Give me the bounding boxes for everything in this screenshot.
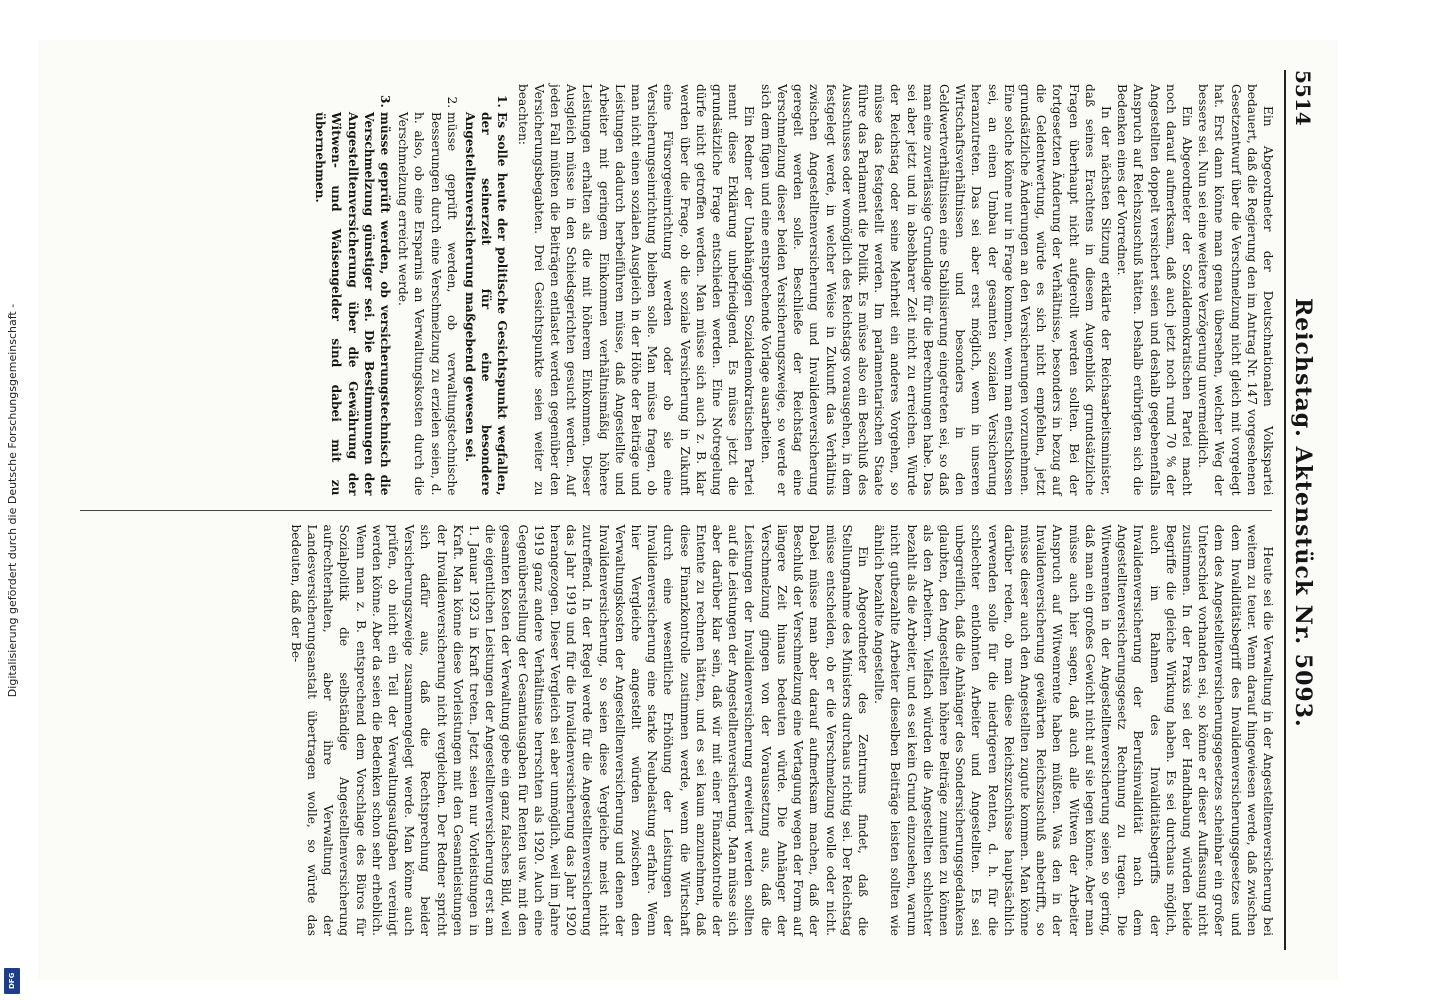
- paragraph: Ein Abgeordneter des Zentrums findet, daß die Stellungnahme des Ministers durchaus richtig sei. Der Reichstag müsse entscheiden, ob er die Verschmelzung wolle oder nicht. Dabei müsse man aber darauf aufmerksam machen, daß der Beschluß der Verschmelzung eine Vertagung wegen der Form auf längere Zeit hinaus bedeuten würde. Die Anhänger der Verschmelzung gingen von der Voraussetzung aus, daß die Leistungen der Invalidenversicherung erweitert werden sollten auf die Leistungen der Angestelltenversicherung. Man müsse sich aber darüber klar sein, daß wir mit einer Finanzkontrolle der Entente zu rechnen hätten, und es sei kaum anzunehmen, daß diese Finanzkontrolle zustimmen werde, wenn die Wirtschaft durch eine wesentliche Erhöhung der Leistungen der Invalidenversicherung eine starke Neubelastung erfahre. Wenn hier Vergleiche angestellt würden zwischen den Verwaltungskosten der Angestelltenversicherung und denen der Invalidenversicherung, so seien diese Vergleiche meist nicht zutreffend. In der Regel werde für die Angestelltenversicherung das Jahr 1919 und für die Invalidenversicherung das Jahr 1920 herangezogen. Dieser Vergleich sei aber unmöglich, weil im Jahre 1919 ganz andere Verhältnisse herrschten als 1920. Auch eine Gegenüberstellung der Gesamtausgaben für Renten usw. mit den gesamten Kosten der Verwaltung gebe ein ganz falsches Bild, weil die eigentlichen Leistungen der Angestelltenversicherung erst am 1. Januar 1923 in Kraft treten. Jetzt seien nur Vorleistungen in Kraft. Man könne diese Vorleistungen mit den Gesamtleistungen der Invalidenversicherung nicht vergleichen. Der Redner spricht sich dafür aus, daß die Rechtsprechung beider Versicherungszweige zusammengelegt werde. Man könne auch prüfen, ob nicht ein Teil der Verwaltungsaufgaben vereinigt werden könne. Aber da seien die Bedenken schon sehr erheblich. Wenn man z. B. entsprechend dem Vorschlage des Büros für Sozialpolitik die selbständige Angestelltenversicherung aufrechterhalten, aber ihre Verwaltung der Landesversicherungsanstalt übertragen wolle, so würde das bedeuten, daß der Be-: [288, 524, 870, 936]
- list-item: 3. müsse geprüft werden, ob versicherungstechnisch die Verschmelzung günstiger sei. Die Bestimmungen der Angestelltenversicherung über die Gewährung der Witwen- und Waisengelder sind dabei mit zu übernehmen.: [312, 112, 393, 496]
- paragraph: Heute sei die Verwaltung in der Angestelltenversicherung bei weitem zu teuer. Wenn darauf hingewiesen werde, daß zwischen dem Invaliditätsbegriff des Invalidenversicherungsgesetzes und dem des Angestelltenversicherungsgesetzes scheinbar ein großer Unterschied vorhanden sei, so könne er dieser Auffassung nicht zustimmen. In der Praxis sei der Handhabung würden beide Begriffe die gleiche Wirkung haben. Es sei durchaus möglich, auch im Rahmen des Invaliditätsbegriffs der Invalidenversicherung der Berufsinvalidität nach dem Angestelltenversicherungsgesetz Rechnung zu tragen. Die Witwenrenten in der Angestelltenversicherung seien so gering, daß man ein großes Gewicht nicht auf sie legen könne. Aber man müsse auch hier sagen, daß auch alle Witwen der Arbeiter Anspruch auf Witwenrente haben müßten. Was den in der Invalidenversicherung gewährten Reichszuschuß anbetrifft, so müsse dieser auch den Angestellten zugute kommen. Man könne darüber reden, ob man diese Reichszuschüsse hauptsächlich verwenden solle für die niedrigeren Renten, d. h. für die schlechter entlohnten Arbeiter und Angestellten. Es sei unbegreiflich, daß die Anhänger des Sondersicherungsgedankens glaubten, den Angestellten höhere Beiträge zumuten zu können als den Arbeitern. Vielfach würden die Angestellten schlechter bezahlt als die Arbeiter, und es sei kein Grund einzusehen, warum nicht gutbezahlte Arbeiter dieselben Beiträge leisten sollten wie ähnlich bezahlte Angestellte.: [872, 524, 1275, 936]
- paragraph: Ein Redner der Unabhängigen Sozialdemokratischen Partei nennt diese Erklärung unbefriedigend. Es müsse jetzt die grundsätzliche Frage entschieden werden. Eine Notregelung dürfe nicht getroffen werden. Man müsse sich auch z. B. klar werden über die Frage, ob die soziale Versicherung in Zukunft eine Fürsorgeeinrichtung werden oder ob sie eine Versicherungseinrichtung bleiben solle. Man müsse fragen, ob man nicht einen sozialen Ausgleich in der Höhe der Beiträge und Leistungen dadurch herbeiführen müsse, daß Angestellte und Arbeiter mit geringem Einkommen verhältnismäßig höhere Leistungen erhalten als die mit höherem Einkommen. Dieser Ausgleich müsse in den Schiedsgerichten gesucht werden. Auf jeden Fall müßten die Beiträgen entlastet werden gegenüber den Versicherungsbegabten. Drei Gesichtspunkte seien weiter zu beachten:: [515, 84, 757, 496]
- paragraph: In der nächsten Sitzung erklärte der Reichsarbeitsminister, daß seines Erachtens in diesem Augenblick grundsätzliche Fragen überhaupt nicht aufgerollt werden sollten. Bei der fortgesetzten Änderung der Verhältnisse, besonders in bezug auf die Geldentwertung, würde es sich nicht empfehlen, jetzt grundsätzliche Änderungen an den Versicherungen vorzunehmen. Eine solche könne nur in Frage kommen, wenn man entschlossen sei, an einen Umbau der gesamten sozialen Versicherung heranzutreten. Das sei aber erst möglich, wenn in unseren Wirtschaftsverhältnissen und besonders in den Geldwertverhältnissen eine Stabilisierung eingetreten sei, so daß man eine zuverlässige Grundlage für die Berechnungen habe. Das sei aber jetzt und in absehbarer Zeit nicht zu erreichen. Würde der Reichstag oder seine Mehrheit ein anderes Vorgehen, so müsse das festgestellt werden. Im parlamentarischen Staate führe das Parlament die Politik. Es müsse also ein Beschluß des Ausschusses oder womöglich des Reichstags vorausgehen, in dem festgelegt werde, in welcher Weise in Zukunft das Verhältnis zwischen Angestelltenversicherung und Invalidenversicherung geregelt werden solle. Beschließe der Reichstag eine Verschmelzung dieser beiden Versicherungszweige, so werde er sich dem fügen und eine entsprechende Vorlage ausarbeiten.: [758, 84, 1113, 496]
- credit-text: Digitalisierung gefördert durch die Deutsche Forschungsgemeinschaft -: [6, 303, 20, 697]
- document-page: [38, 40, 1338, 980]
- dfg-logo-icon: DFG: [4, 968, 20, 994]
- running-head: Reichstag. Aktenstück Nr. 5093.: [1290, 297, 1316, 728]
- column-right: [76, 511, 1276, 951]
- paragraph: Ein Abgeordneter der Sozialdemokratischen Partei macht noch darauf aufmerksam, daß auch jetzt noch rund 70 % der Angestellten doppelt versichert seien und deshalb gegebenenfalls Anspruch auf Reichszuschuß hätten. Deshalb erübrigten sich die Bedenken eines der Vorredner.: [1115, 84, 1194, 496]
- text-columns: [76, 70, 1276, 950]
- page-number: 5514: [1291, 70, 1315, 126]
- numbered-points: [312, 84, 510, 496]
- list-item: 1. Es solle heute der politische Gesichtspunkt wegfallen, der seinerzeit für eine besondere Angestelltenversicherung maßgebend gewesen sei.: [462, 112, 511, 496]
- paragraph: Ein Abgeordneter der Deutschnationalen Volkspartei bedauert, daß die Regierung den im Antrag Nr. 147 vorgesehenen Gesetzentwurf über die Verschmelzung nicht gleich mit vorgelegt hat. Erst dann könne man genau übersehen, welcher Weg der bessere sei. Nun sei eine weitere Verzögerung unvermeidlich.: [1196, 84, 1275, 496]
- digitization-credit: [2, 0, 24, 1000]
- list-item: 2. müsse geprüft werden, ob verwaltungstechnische Besserungen durch eine Verschmelzung zu erzielen seien, d. h. also, ob eine Ersparnis an Verwaltungskosten durch die Verschmelzung erreicht werde.: [395, 112, 460, 496]
- page-header: [1284, 70, 1316, 950]
- column-left: [76, 70, 1276, 510]
